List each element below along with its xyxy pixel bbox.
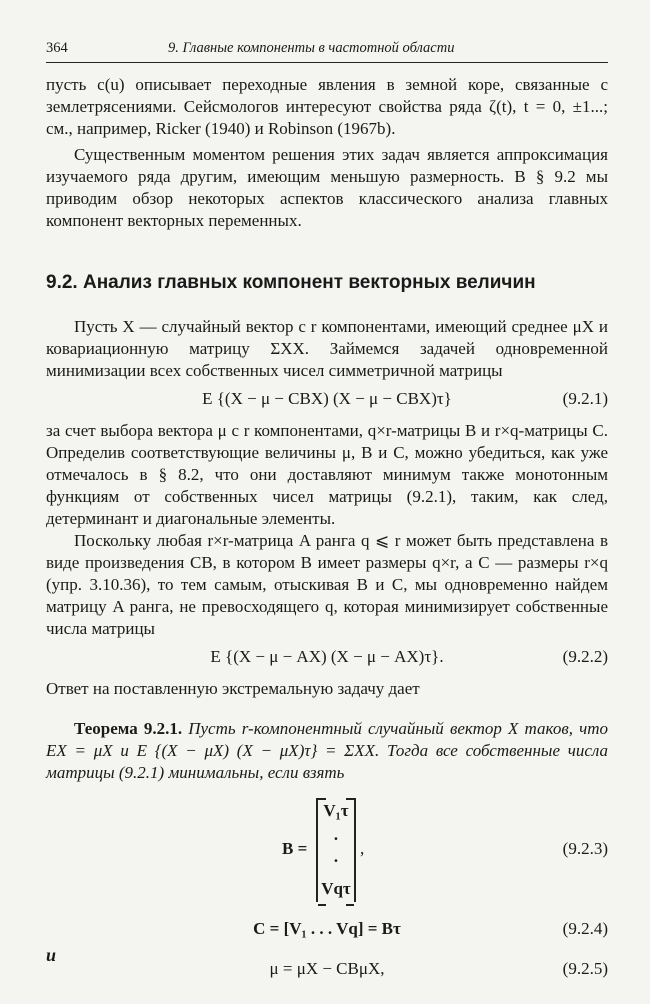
paragraph-6: Ответ на поставленную экстремальную задачу дает [46, 679, 420, 698]
equation-9-2-3-number: (9.2.3) [562, 839, 608, 858]
matrix-bottom: Vqτ [321, 879, 351, 898]
equation-9-2-2-formula: E {(X − μ − AX) (X − μ − AX)τ}. [210, 647, 444, 666]
paragraph-4: за счет выбора вектора μ с r компонентами, q×r-матрицы B и r×q-матрицы C. Определив соответствующие величины μ, B и C, можно убедиться, как уже отмечалось в § 8.2, что они доставляют минимум также монотонным функциям от собственных чисел матрицы (9.2.1), таким, как след, детерминант и диагональные элементы. [46, 421, 608, 528]
paragraph-2: Существенным моментом решения этих задач является аппроксимация изучаемого ряда другим, имеющим меньшую размерность. В § 9.2 мы приводим обзор некоторых аспектов классического анализа главных компонент векторных переменных. [46, 145, 608, 230]
matrix-comma: , [360, 839, 365, 858]
equation-9-2-4-number: (9.2.4) [562, 919, 608, 938]
equation-9-2-5 [46, 945, 608, 986]
equation-9-2-1-number: (9.2.1) [562, 389, 608, 408]
page-header [46, 40, 608, 62]
matrix-dot-1: · [333, 829, 339, 848]
matrix-dot-2: · [333, 851, 339, 870]
equation-9-2-4 [46, 918, 608, 946]
matrix-top: V₁τ [323, 801, 349, 820]
theorem-text: Пусть r-компонентный случайный вектор X таков, что EX = μX и E {(X − μX) (X − μX)τ} = ΣXX. Тогда все собственные числа матрицы (9.2.1) минимальны, если взять [46, 719, 608, 782]
equation-9-2-2 [46, 646, 608, 672]
theorem-9-2-1 [46, 718, 608, 784]
conjunction-and: и [46, 945, 57, 965]
section-title: 9.2. Анализ главных компонент векторных величин [46, 272, 536, 293]
paragraph-3: Пусть X — случайный вектор с r компонентами, имеющий среднее μX и ковариационную матрицу ΣXX. Займемся задачей одновременной минимизации всех собственных чисел симметричной матрицы [46, 317, 608, 380]
paragraph-5: Поскольку любая r×r-матрица A ранга q ⩽ r может быть представлена в виде произведения CB, в котором B имеет размеры q×r, а C — размеры r×q (упр. 3.10.36), то тем самым, отыскивая B и C, мы одновременно найдем матрицу A ранга, не превосходящего q, которая минимизирует собственные числа матрицы [46, 531, 608, 638]
equation-9-2-1 [46, 388, 608, 414]
equation-9-2-3 [46, 798, 608, 906]
equation-9-2-1-formula: E {(X − μ − CBX) (X − μ − CBX)τ} [202, 389, 452, 408]
theorem-title: Теорема 9.2.1. [74, 719, 183, 738]
equation-9-2-4-formula: C = [V₁ . . . Vq] = Bτ [253, 919, 401, 938]
matrix-bracket [316, 798, 356, 902]
equation-9-2-5-number: (9.2.5) [562, 959, 608, 978]
header-rule [46, 62, 608, 63]
page-number: 364 [46, 40, 68, 56]
running-title: 9. Главные компоненты в частотной области [168, 40, 455, 56]
equation-9-2-5-formula: μ = μX − CBμX, [269, 959, 385, 978]
paragraph-1: пусть c(u) описывает переходные явления в земной коре, связанные с землетрясениями. Сейсмологов интересуют свойства ряда ζ(t), t = 0, ±1...; см., например, Ricker (1940) и Robinson (1967b). [46, 75, 608, 138]
page-body [46, 74, 608, 986]
equation-9-2-2-number: (9.2.2) [562, 647, 608, 666]
matrix-lhs: B = [282, 839, 308, 858]
